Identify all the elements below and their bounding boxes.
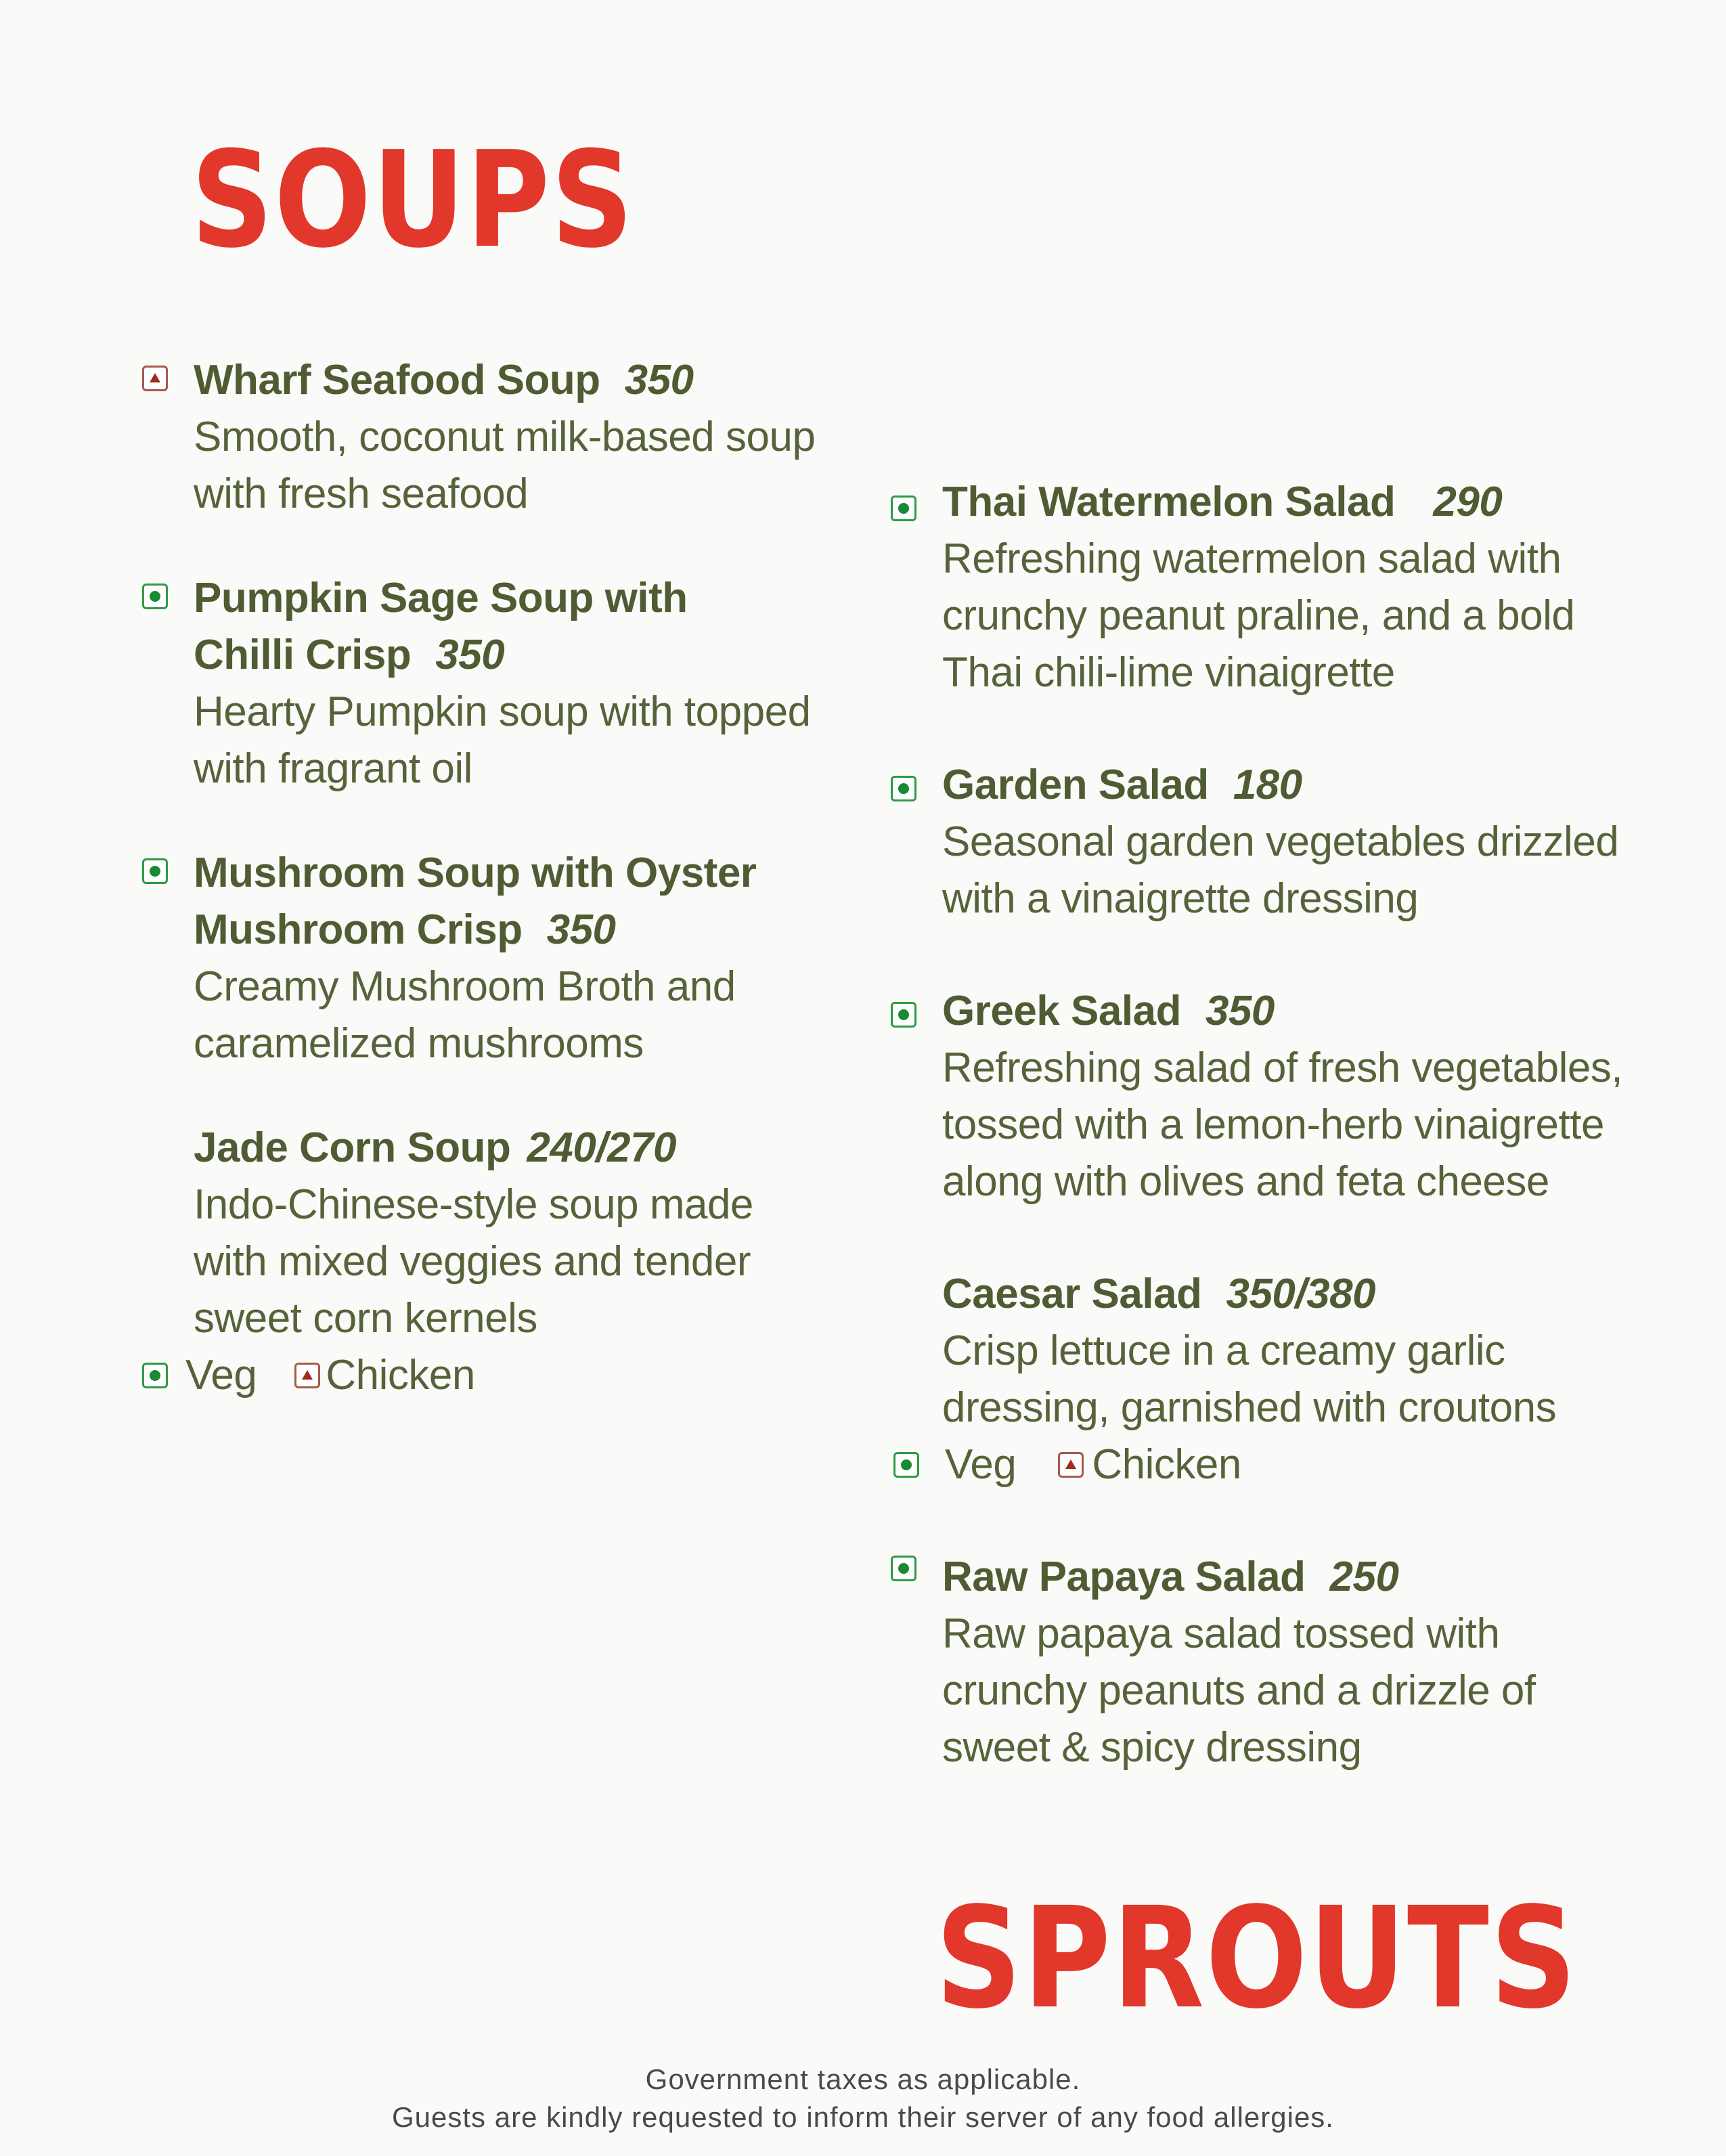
legend-chicken-label: Chicken [1092,1441,1241,1488]
item-title [194,845,891,902]
item-description-line: Hearty Pumpkin soup with topped [194,688,811,735]
item-title [942,1266,1707,1323]
item-title [194,627,891,684]
veg-icon [891,1556,916,1581]
item-title [194,1120,891,1176]
item-description-line: with fragrant oil [194,745,472,792]
item-name: Pumpkin Sage Soup with [194,575,688,621]
menu-item-caesar-salad [888,1266,1707,1436]
veg-icon [142,584,168,609]
item-description-line: crunchy peanut praline, and a bold [942,592,1575,639]
item-title [942,1549,1707,1606]
footer-note [0,2061,1726,2136]
item-description-line: with fresh seafood [194,470,529,517]
item-name: Wharf Seafood Soup [194,357,600,403]
item-price: 350 [1205,988,1275,1034]
item-description-line: Raw papaya salad tossed with [942,1610,1500,1657]
menu-item-pumpkin-sage-soup [139,570,891,797]
item-price: 250 [1329,1554,1399,1600]
item-name: Greek Salad [942,988,1181,1034]
item-description-line: dressing, garnished with croutons [942,1384,1557,1431]
veg-icon [142,858,168,884]
item-price: 350 [435,632,505,678]
menu-item-garden-salad [888,757,1707,927]
item-name: Mushroom Soup with Oyster [194,850,757,896]
item-title [194,352,891,409]
item-description-line: with mixed veggies and tender [194,1238,751,1285]
chicken-icon [1058,1452,1084,1478]
sprouts-column [888,474,1707,1832]
veg-icon [891,496,916,521]
menu-item-mushroom-soup [139,845,891,1072]
item-name: Raw Papaya Salad [942,1554,1306,1600]
footer-tax-note: Government taxes as applicable. [645,2063,1081,2095]
item-name: Jade Corn Soup [194,1124,511,1171]
item-name: Chilli Crisp [194,632,412,678]
item-title [942,983,1707,1040]
item-title [942,757,1707,814]
item-title [194,902,891,959]
item-description-line: Smooth, coconut milk-based soup [194,414,816,460]
menu-item-greek-salad [888,983,1707,1210]
item-price: 350 [546,906,616,953]
item-description-line: Indo-Chinese-style soup made [194,1181,753,1228]
item-name: Mushroom Crisp [194,906,523,953]
item-title [942,474,1707,531]
menu-item-thai-watermelon-salad [888,474,1707,701]
chicken-icon [142,366,168,391]
item-price: 240/270 [527,1124,677,1171]
legend-veg-label: Veg [185,1352,257,1399]
item-description-line: caramelized mushrooms [194,1020,644,1067]
soups-column [139,352,891,1404]
item-description-line: Seasonal garden vegetables drizzled [942,818,1619,865]
item-description-line: sweet corn kernels [194,1295,537,1342]
item-description-line: Thai chili-lime vinaigrette [942,649,1395,696]
veg-icon [891,776,916,801]
item-description-line: sweet & spicy dressing [942,1724,1362,1771]
item-price: 180 [1233,762,1302,808]
diet-legend [893,1436,1707,1493]
item-name: Thai Watermelon Salad [942,479,1396,525]
sprouts-heading: SPROUTS [935,1877,1578,2040]
item-description-line: Refreshing watermelon salad with [942,535,1562,582]
item-name: Garden Salad [942,762,1209,808]
diet-legend [142,1347,891,1404]
item-description-line: Refreshing salad of fresh vegetables, [942,1044,1623,1091]
item-description-line: tossed with a lemon-herb vinaigrette [942,1101,1604,1148]
menu-item-wharf-seafood-soup [139,352,891,523]
item-description-line: with a vinaigrette dressing [942,875,1419,922]
item-price: 350/380 [1226,1271,1376,1317]
item-price: 290 [1433,479,1503,525]
item-description-line: Crisp lettuce in a creamy garlic [942,1327,1505,1374]
legend-veg-label: Veg [945,1441,1017,1488]
item-description-line: crunchy peanuts and a drizzle of [942,1667,1536,1714]
item-price: 350 [624,357,694,403]
veg-icon [891,1002,916,1028]
veg-icon [142,1363,168,1388]
legend-chicken-label: Chicken [326,1352,475,1399]
item-description-line: Creamy Mushroom Broth and [194,963,736,1010]
chicken-icon [294,1363,320,1388]
menu-item-jade-corn-soup [139,1120,891,1347]
item-title [194,570,891,627]
soups-heading: SOUPS [191,123,635,278]
item-description-line: along with olives and feta cheese [942,1158,1549,1205]
item-name: Caesar Salad [942,1271,1202,1317]
footer-allergy-note: Guests are kindly requested to inform their server of any food allergies. [392,2101,1334,2133]
menu-item-raw-papaya-salad [888,1549,1707,1776]
veg-icon [893,1452,919,1478]
